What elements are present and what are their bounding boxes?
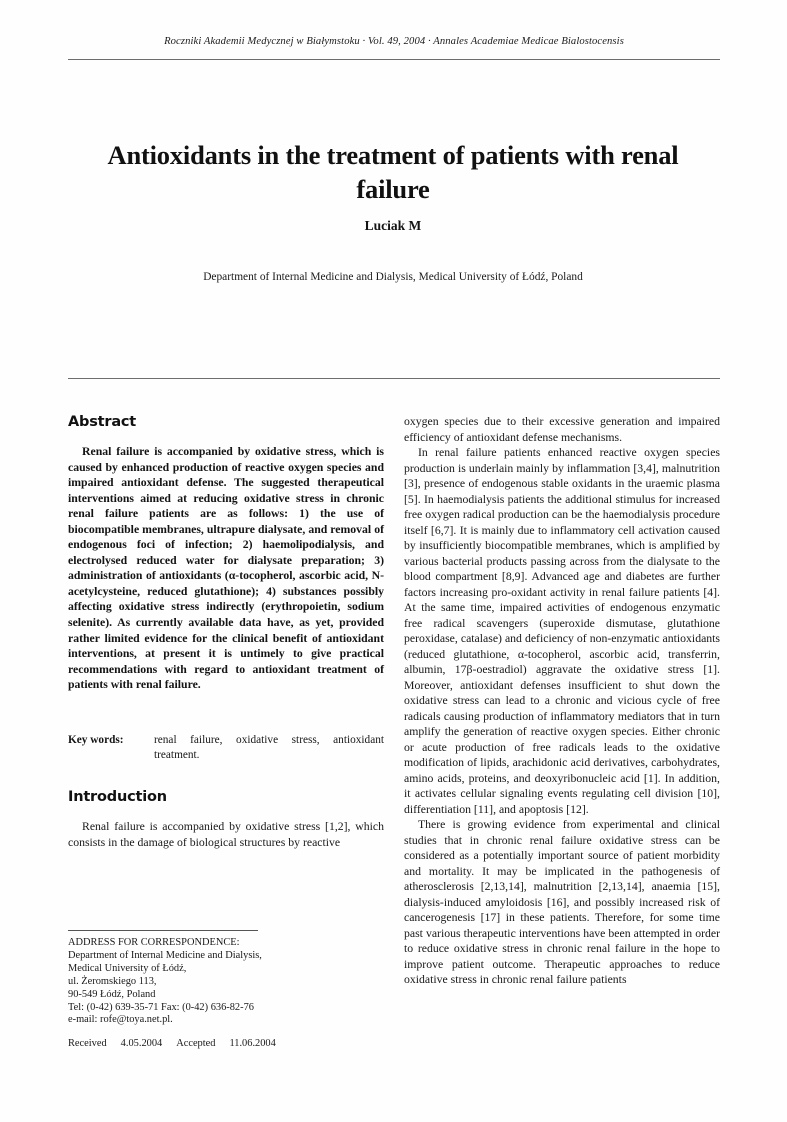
introduction-heading: Introduction bbox=[68, 789, 167, 806]
accepted-date: 11.06.2004 bbox=[229, 1038, 276, 1049]
received-date: 4.05.2004 bbox=[120, 1038, 163, 1049]
received-label: Received bbox=[68, 1038, 107, 1049]
introduction-paragraph-3: There is growing evidence from experimental and clinical studies that in chronic renal failure oxidative stress can be considered as a potentially important source of patient morbidity and mortality. It may be implicated in the pathogenesis of atherosclerosis [2,13,14], malnutrition [2,13,14], anaemia [15], dialysis-induced amyloidosis [16], and possibly increased risk of cancerogenesis [17] in these patients. Therefore, for some time past various therapeutic interventions have been attempted in order to reduce oxidative stress in chronic renal failure in the hope to improve patient outcome. Therapeutic approaches to reduce oxidative stress in chronic renal failure patients bbox=[404, 818, 720, 986]
correspondence-email[interactable]: e-mail: rofe@toya.net.pl. bbox=[68, 1014, 173, 1026]
right-column bbox=[404, 414, 720, 988]
introduction-paragraph-1-continued: oxygen species due to their excessive generation and impaired efficiency of antioxidant defense mechanisms. bbox=[404, 415, 720, 444]
correspondence-line-3: ul. Żeromskiego 113, bbox=[68, 975, 157, 987]
abstract-text: Renal failure is accompanied by oxidative stress, which is caused by enhanced production of reactive oxygen species and impaired antioxidant defense. The suggested therapeutical interventions aimed at reducing oxidative stress in chronic renal failure patients are as follows: 1) the use of biocompatible membranes, ultrapure dialysate, and removal of endogenous foci of infection; 2) haemolipodialysis, and electrolysed reduced water for dialysate preparation; 3) administration of antioxidants (α-tocopherol, ascorbic acid, N-acetylcysteine, reduced glutathione); 4) substances possibly affecting oxidative stress indirectly (erythropoietin, sodium selenite). As currently available data have, as yet, provided rather limited evidence for the clinical benefit of antioxidant interventions, at present it is untimely to give practical recommendations with regard to antioxidant treatment of patients with renal failure. bbox=[68, 445, 384, 692]
title-divider bbox=[68, 378, 720, 379]
correspondence-block bbox=[68, 937, 388, 1027]
keywords-text: renal failure, oxidative stress, antioxidant treatment. bbox=[154, 733, 384, 761]
correspondence-line-4: 90-549 Łódź, Poland bbox=[68, 988, 156, 1000]
correspondence-phone-fax: Tel: (0-42) 639-35-71 Fax: (0-42) 636-82-76 bbox=[68, 1001, 254, 1013]
introduction-paragraph-2: In renal failure patients enhanced reactive oxygen species production is underlain mainly by inflammation [3,4], malnutrition [3], presence of endogenous stable oxidants in the uraemic plasma [5]. In haemodialysis patients the additional stimulus for increased free oxygen radical production can be the haemodialysis procedure itself [6,7]. It is mainly due to inflammatory cell activation caused by insufficiently biocompatible membranes, which is amplified by various bacterial products passing across from the dialysate to the blood compartment [8,9]. Advanced age and diabetes are further factors increasing pro-oxidant activity in renal failure patients [4]. At the same time, impaired activities of endogenous enzymatic free radical scavengers (superoxide dismutase, glutathione peroxidase, catalase) and deficiency of non-enzymatic antioxidants (reduced glutathione, α-tocopherol, ascorbic acid, transferrin, albumin, 17β-oestradiol) aggravate the oxidative stress [1]. Moreover, antioxidant defenses insufficient to shut down the oxidative stress can lead to a chronic and vicious cycle of free radicals causing production of inflammatory mediators that in turn amplify the generation of reactive oxygen species. Either chronic or acute production of free radicals leads to the oxidative modification of lipids, arachidonic acid derivatives, carbohydrates, amino acids, proteins, and deoxyribonucleic acid [1]. In addition, it activates cellular signaling events regulating cell division [10], differentiation [11], and apoptosis [12]. bbox=[404, 446, 720, 816]
left-column bbox=[68, 414, 384, 850]
page-title: Antioxidants in the treatment of patients with renal failure bbox=[107, 140, 679, 204]
header-divider bbox=[68, 59, 720, 60]
author-affiliation: Department of Internal Medicine and Dialysis, Medical University of Łódź, Poland bbox=[203, 271, 583, 283]
submission-dates bbox=[68, 1038, 398, 1049]
keywords-block bbox=[68, 733, 384, 763]
introduction-paragraph-1: Renal failure is accompanied by oxidative stress [1,2], which consists in the damage of biological structures by reactive bbox=[68, 820, 384, 849]
abstract-heading: Abstract bbox=[68, 414, 137, 430]
correspondence-divider bbox=[68, 930, 258, 931]
keywords-label: Key words: bbox=[68, 733, 124, 746]
correspondence-line-1: Department of Internal Medicine and Dialysis, bbox=[68, 949, 262, 961]
author-name: Luciak M bbox=[364, 218, 422, 233]
running-head: Roczniki Akademii Medycznej w Białymstoku · Vol. 49, 2004 · Annales Academiae Medicae Bialostocensis bbox=[164, 36, 624, 47]
accepted-label: Accepted bbox=[176, 1038, 216, 1049]
correspondence-heading: ADDRESS FOR CORRESPONDENCE: bbox=[68, 937, 240, 948]
correspondence-line-2: Medical University of Łódź, bbox=[68, 962, 187, 974]
